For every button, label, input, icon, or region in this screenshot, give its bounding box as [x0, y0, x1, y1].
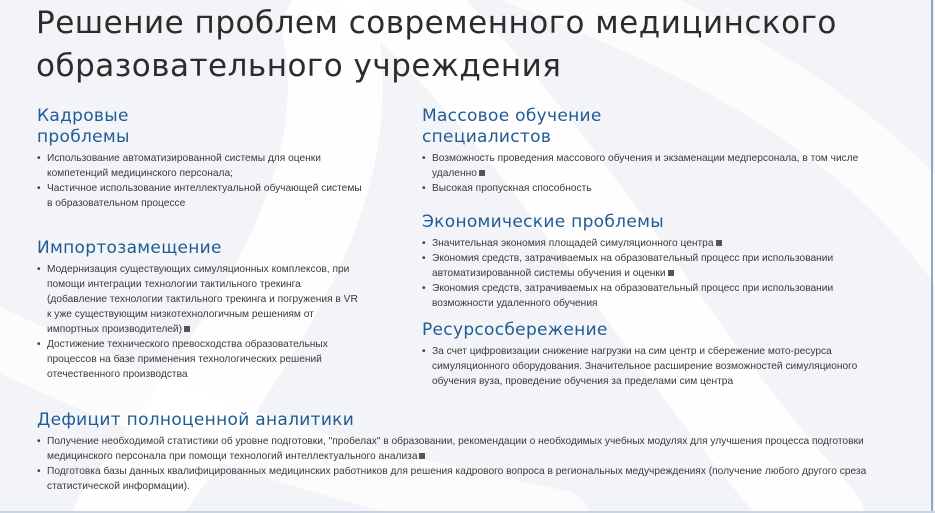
- list-item: • Экономия средств, затрачиваемых на образовательный процесс при использовании возможности удаленного обучения: [422, 283, 834, 309]
- section-title: Импортозамещение: [37, 238, 222, 258]
- marker-icon: [419, 453, 425, 459]
- marker-icon: [716, 240, 722, 246]
- list-item: • Использование автоматизированной системы для оценки компетенций медицинского персонала;: [37, 153, 321, 179]
- list-item: • За счет цифровизации снижение нагрузки на сим центр и сбережение мото-ресурса симуляционного оборудования. Значительное расширение возможностей симуляционого обучения вуза, проведение обучения за пределами сим центра: [422, 346, 858, 387]
- list-item: • Достижение технического превосходства образовательных процессов на базе применения технологических решений отечественного производства: [37, 339, 328, 380]
- marker-icon: [184, 326, 190, 332]
- section-staff-problems: [37, 106, 367, 211]
- right-border: [931, 0, 933, 513]
- section-mass-training: [422, 106, 867, 196]
- section-title: Кадровые проблемы: [37, 106, 130, 147]
- list-item: • Возможность проведения массового обучения и экзаменации медперсонала, в том числе удаленно: [422, 153, 859, 179]
- section-title: Экономические проблемы: [422, 212, 664, 232]
- list-item: • Значительная экономия площадей симуляционного центра: [422, 236, 877, 251]
- marker-icon: [479, 170, 485, 176]
- page-title: Решение проблем современного медицинского образовательного учреждения: [36, 5, 837, 84]
- list-item: • Высокая пропускная способность: [422, 183, 592, 194]
- list-item: • Частичное использование интеллектуальной обучающей системы в образовательном процессе: [37, 183, 362, 209]
- list-item: • Получение необходимой статистики об уровне подготовки, "пробелах" в образовании, рекомендации о необходимых учебных модулях для улучшения процесса подготовки медицинского персонала при помощи технологий интеллектуального анализа: [37, 436, 864, 462]
- section-analytics-deficit: [37, 410, 887, 494]
- section-import-substitution: [37, 238, 362, 382]
- section-title: Ресурсосбережение: [422, 320, 608, 340]
- section-resource-saving: [422, 320, 902, 389]
- marker-icon: [668, 270, 674, 276]
- list-item: • Модернизация существующих симуляционных комплексов, при помощи интеграции технологии тактильного трекинга (добавление технологии тактильного трекинга и погружения в VR к уже существующим низкотехнологичным решениям от импортных производителей): [37, 264, 358, 335]
- section-title: Дефицит полноценной аналитики: [37, 410, 355, 430]
- section-economic-problems: [422, 212, 877, 311]
- section-title: Массовое обучение специалистов: [422, 106, 602, 147]
- list-item: • Подготовка базы данных квалифицированных медицинских работников для решения кадрового вопроса в региональных медучреждениях (получение любого другого среза статистической информации).: [37, 466, 867, 492]
- list-item: • Экономия средств, затрачиваемых на образовательный процесс при использовании автоматизированной системы обучения и оценки: [422, 253, 834, 279]
